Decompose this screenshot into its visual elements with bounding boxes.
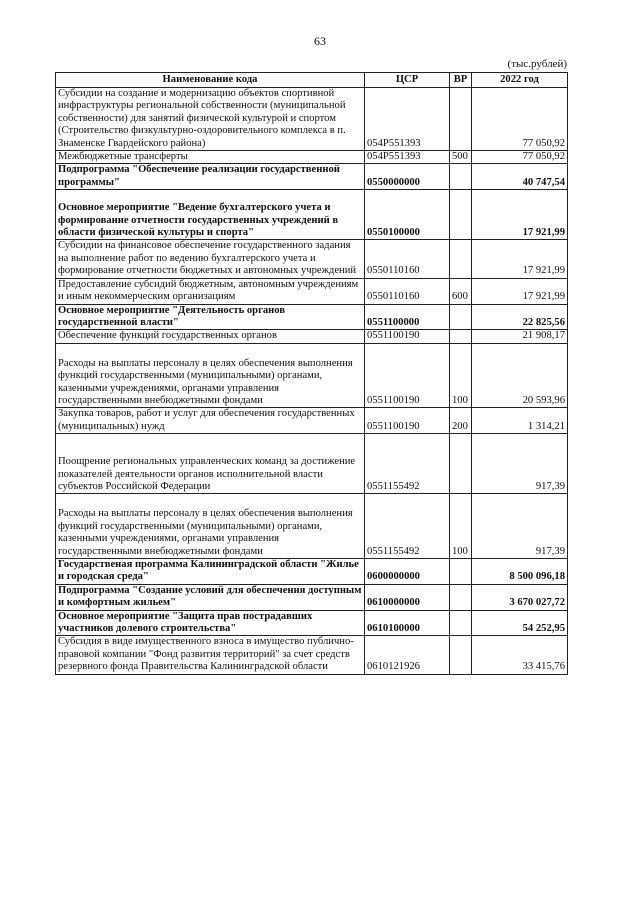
- row-vr: [450, 584, 472, 610]
- row-name: Субсидии на создание и модернизацию объектов спортивной инфраструктуры региональной собственности (муниципальной собственности) для занятий физической культурой и спортом (Строительство физкультурно-оздоровительного комплекса в п. Знаменске Гвардейского района): [56, 88, 365, 151]
- row-sum: 17 921,99: [472, 278, 568, 304]
- row-csr: 054P551393: [365, 88, 450, 151]
- table-row: [56, 434, 568, 494]
- table-row: [56, 88, 568, 151]
- row-vr: [450, 88, 472, 151]
- row-name: Субсидии на финансовое обеспечение государственного задания на выполнение работ по ведению бухгалтерского учета и формирование отчетности бюджетных и автономных учреждений: [56, 240, 365, 278]
- row-name: Закупка товаров, работ и услуг для обеспечения государственных (муниципальных) нужд: [56, 408, 365, 434]
- row-sum: 77 050,92: [472, 151, 568, 164]
- table-row: [56, 408, 568, 434]
- row-name: Основное мероприятие "Деятельность органов государственной власти": [56, 304, 365, 330]
- row-csr: 0551155492: [365, 434, 450, 494]
- budget-table: [55, 72, 568, 675]
- row-vr: 200: [450, 408, 472, 434]
- units-label: (тыс.рублей): [507, 58, 567, 70]
- row-sum: 33 415,76: [472, 636, 568, 674]
- table-row: [56, 151, 568, 164]
- table-row: [56, 240, 568, 278]
- header-sum: 2022 год: [472, 73, 568, 88]
- row-csr: 0610100000: [365, 610, 450, 636]
- row-csr: 0550110160: [365, 278, 450, 304]
- table-row: [56, 304, 568, 330]
- table-row: [56, 494, 568, 559]
- header-vr: ВР: [450, 73, 472, 88]
- row-csr: 0610121926: [365, 636, 450, 674]
- row-csr: 0610000000: [365, 584, 450, 610]
- table-row: [56, 584, 568, 610]
- row-name: Подпрограмма "Создание условий для обеспечения доступным и комфортным жильем": [56, 584, 365, 610]
- row-csr: 0550100000: [365, 190, 450, 240]
- row-csr: 0551100190: [365, 408, 450, 434]
- row-name: Основное мероприятие "Ведение бухгалтерского учета и формирование отчетности государственных учреждений в области физической культуры и спорта": [56, 190, 365, 240]
- table-row: [56, 559, 568, 585]
- row-name: Основное мероприятие "Защита прав пострадавших участников долевого строительства": [56, 610, 365, 636]
- row-name: Расходы на выплаты персоналу в целях обеспечения выполнения функций государственными (муниципальными) органами, казенными учреждениями, органами управления государственными внебюджетными фондами: [56, 494, 365, 559]
- row-vr: [450, 610, 472, 636]
- row-sum: 17 921,99: [472, 240, 568, 278]
- row-csr: 0600000000: [365, 559, 450, 585]
- row-vr: [450, 559, 472, 585]
- row-sum: 3 670 027,72: [472, 584, 568, 610]
- table-row: [56, 610, 568, 636]
- table-row: [56, 343, 568, 408]
- row-name: Подпрограмма "Обеспечение реализации государственной программы": [56, 164, 365, 190]
- header-name: Наименование кода: [56, 73, 365, 88]
- table-row: [56, 164, 568, 190]
- row-vr: [450, 304, 472, 330]
- row-vr: [450, 164, 472, 190]
- table-header-row: [56, 73, 568, 88]
- row-name: Обеспечение функций государственных органов: [56, 330, 365, 343]
- row-vr: [450, 434, 472, 494]
- row-sum: 54 252,95: [472, 610, 568, 636]
- row-sum: 17 921,99: [472, 190, 568, 240]
- row-sum: 20 593,96: [472, 343, 568, 408]
- table-row: [56, 190, 568, 240]
- row-csr: 0550110160: [365, 240, 450, 278]
- table-row: [56, 636, 568, 674]
- row-vr: [450, 330, 472, 343]
- row-sum: 917,39: [472, 434, 568, 494]
- row-sum: 8 500 096,18: [472, 559, 568, 585]
- row-vr: [450, 240, 472, 278]
- row-sum: 1 314,21: [472, 408, 568, 434]
- row-name: Расходы на выплаты персоналу в целях обеспечения выполнения функций государственными (муниципальными) органами, казенными учреждениями, органами управления государственными внебюджетными фондами: [56, 343, 365, 408]
- row-csr: 0551155492: [365, 494, 450, 559]
- row-name: Межбюджетные трансферты: [56, 151, 365, 164]
- row-name: Поощрение региональных управленческих команд за достижение показателей деятельности органов исполнительной власти субъектов Российской Федерации: [56, 434, 365, 494]
- row-sum: 77 050,92: [472, 88, 568, 151]
- row-csr: 0550000000: [365, 164, 450, 190]
- row-vr: 100: [450, 494, 472, 559]
- table-row: [56, 278, 568, 304]
- row-sum: 40 747,54: [472, 164, 568, 190]
- row-vr: 500: [450, 151, 472, 164]
- row-vr: [450, 636, 472, 674]
- row-vr: 100: [450, 343, 472, 408]
- row-csr: 0551100190: [365, 330, 450, 343]
- row-name: Предоставление субсидий бюджетным, автономным учреждениям и иным некоммерческим организациям: [56, 278, 365, 304]
- row-vr: [450, 190, 472, 240]
- row-name: Субсидия в виде имущественного взноса в имущество публично-правовой компании "Фонд развития территорий" за счет средств резервного фонда Правительства Калининградской области: [56, 636, 365, 674]
- page-number: 63: [314, 34, 326, 48]
- row-csr: 054P551393: [365, 151, 450, 164]
- header-csr: ЦСР: [365, 73, 450, 88]
- row-csr: 0551100000: [365, 304, 450, 330]
- row-sum: 22 825,56: [472, 304, 568, 330]
- row-sum: 917,39: [472, 494, 568, 559]
- row-name: Государственая программа Калининградской области "Жилье и городская среда": [56, 559, 365, 585]
- table-row: [56, 330, 568, 343]
- row-sum: 21 908,17: [472, 330, 568, 343]
- row-csr: 0551100190: [365, 343, 450, 408]
- row-vr: 600: [450, 278, 472, 304]
